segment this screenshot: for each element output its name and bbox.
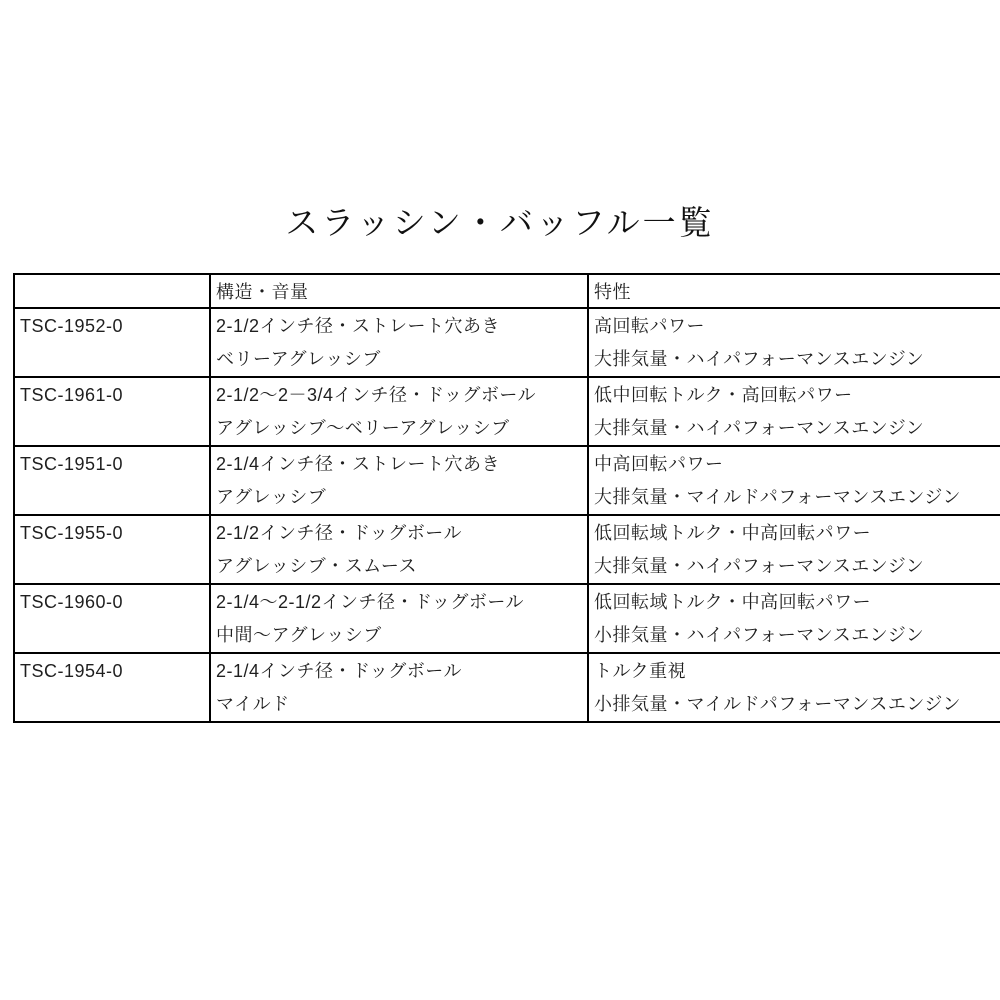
traits-line-1: 低回転域トルク・中高回転パワー: [594, 592, 872, 612]
header-structure-volume: 構造・音量: [210, 274, 588, 308]
traits-line-1: 高回転パワー: [594, 316, 705, 336]
structure-line-2: アグレッシブ: [216, 487, 327, 507]
traits-line-2: 大排気量・マイルドパフォーマンスエンジン: [594, 487, 961, 507]
traits-cell: [588, 308, 1000, 377]
traits-line-2: 大排気量・ハイパフォーマンスエンジン: [594, 556, 925, 576]
structure-line-1: 2-1/2インチ径・ストレート穴あき: [216, 316, 501, 336]
baffle-spec-table: [13, 273, 1000, 723]
table-row: [14, 515, 1000, 584]
structure-line-1: 2-1/2インチ径・ドッグボール: [216, 523, 462, 543]
traits-line-1: 低中回転トルク・高回転パワー: [594, 385, 853, 405]
traits-cell: [588, 446, 1000, 515]
table-row: [14, 653, 1000, 722]
product-code-cell: TSC-1955-0: [14, 515, 210, 584]
structure-line-1: 2-1/4～2-1/2インチ径・ドッグボール: [216, 592, 524, 612]
traits-line-2: 小排気量・ハイパフォーマンスエンジン: [594, 625, 925, 645]
traits-cell: [588, 377, 1000, 446]
table-row: [14, 584, 1000, 653]
structure-cell: [210, 308, 588, 377]
header-empty-cell: [14, 274, 210, 308]
product-code-cell: TSC-1951-0: [14, 446, 210, 515]
structure-line-1: 2-1/4インチ径・ドッグボール: [216, 661, 462, 681]
structure-cell: [210, 377, 588, 446]
structure-cell: [210, 446, 588, 515]
structure-line-1: 2-1/4インチ径・ストレート穴あき: [216, 454, 501, 474]
structure-line-2: マイルド: [216, 694, 290, 714]
table-row: [14, 446, 1000, 515]
traits-line-1: トルク重視: [594, 661, 687, 681]
structure-line-2: ベリーアグレッシブ: [216, 349, 381, 369]
product-code-cell: TSC-1954-0: [14, 653, 210, 722]
traits-line-1: 低回転域トルク・中高回転パワー: [594, 523, 872, 543]
traits-line-2: 大排気量・ハイパフォーマンスエンジン: [594, 349, 925, 369]
structure-line-2: アグレッシブ～ベリーアグレッシブ: [216, 418, 510, 438]
traits-cell: [588, 653, 1000, 722]
page-title: スラッシン・バッフル一覧: [285, 204, 715, 241]
traits-cell: [588, 515, 1000, 584]
traits-line-2: 小排気量・マイルドパフォーマンスエンジン: [594, 694, 961, 714]
header-traits: 特性: [588, 274, 1000, 308]
table-row: [14, 308, 1000, 377]
traits-line-2: 大排気量・ハイパフォーマンスエンジン: [594, 418, 925, 438]
structure-line-1: 2-1/2～2－3/4インチ径・ドッグボール: [216, 385, 536, 405]
structure-line-2: 中間～アグレッシブ: [216, 625, 382, 645]
structure-line-2: アグレッシブ・スムース: [216, 556, 417, 576]
product-code-cell: TSC-1961-0: [14, 377, 210, 446]
structure-cell: [210, 653, 588, 722]
traits-cell: [588, 584, 1000, 653]
table-row: [14, 377, 1000, 446]
table-header-row: [14, 274, 1000, 308]
structure-cell: [210, 515, 588, 584]
traits-line-1: 中高回転パワー: [594, 454, 724, 474]
product-code-cell: TSC-1952-0: [14, 308, 210, 377]
product-code-cell: TSC-1960-0: [14, 584, 210, 653]
structure-cell: [210, 584, 588, 653]
